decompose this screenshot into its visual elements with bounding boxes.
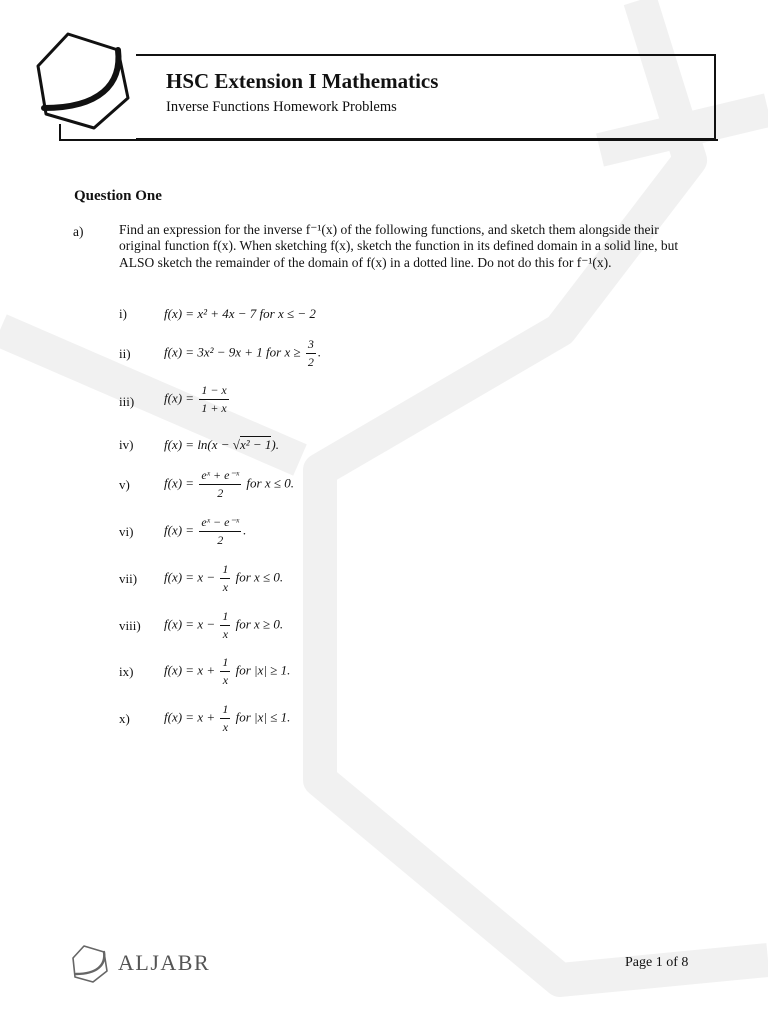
expr-prefix: f(x) = x − <box>164 616 216 632</box>
item-label: viii) <box>119 618 141 633</box>
header-divider-tick <box>59 124 61 141</box>
item-expression <box>164 515 246 548</box>
fraction-numerator: 1 <box>220 655 230 672</box>
fraction-denominator: x <box>222 673 229 687</box>
item-label: i) <box>119 306 127 321</box>
fraction <box>199 383 228 416</box>
expr-suffix: . <box>243 522 247 538</box>
expr-prefix: f(x) = <box>164 522 195 538</box>
fraction <box>199 515 241 548</box>
sqrt-radicand: x² − 1 <box>239 437 272 452</box>
fraction-numerator: eˣ + e⁻ˣ <box>199 468 241 485</box>
expr-suffix: for x ≤ 0. <box>235 569 284 585</box>
item-expression <box>164 655 290 688</box>
aljabr-hexagon-logo <box>30 28 140 138</box>
expr-prefix: f(x) = ln(x − <box>164 437 230 452</box>
fraction-denominator: 2 <box>217 486 224 500</box>
fraction-denominator: 1 + x <box>201 401 227 415</box>
expr-suffix: . <box>317 344 322 360</box>
fraction-numerator: 1 <box>220 562 230 579</box>
fraction-numerator: 1 − x <box>199 383 228 400</box>
fraction-numerator: eˣ − e⁻ˣ <box>199 515 241 532</box>
fraction <box>220 702 230 735</box>
fraction <box>220 655 230 688</box>
header-divider <box>60 139 718 141</box>
expr-suffix: for x ≤ 0. <box>246 475 294 491</box>
expr-suffix: ). <box>271 437 279 452</box>
sqrt-symbol: √ <box>232 437 240 452</box>
fraction <box>199 468 241 501</box>
brand-name: ALJABR <box>118 950 211 975</box>
expr-prefix: f(x) = <box>164 475 195 491</box>
item-expression <box>164 337 321 370</box>
question-heading: Question One <box>74 188 162 204</box>
item-expression <box>164 702 290 735</box>
expr-suffix: for |x| ≤ 1. <box>235 709 291 725</box>
item-label: vii) <box>119 571 138 586</box>
item-expression <box>164 609 283 642</box>
part-label: a) <box>73 224 84 239</box>
item-expression <box>164 383 231 416</box>
page-number: Page 1 of 8 <box>625 955 689 970</box>
expr-prefix: f(x) = 3x² − 9x + 1 for x ≥ <box>164 344 301 360</box>
item-expression <box>164 468 294 501</box>
item-label: v) <box>119 477 130 492</box>
fraction-numerator: 1 <box>220 702 230 719</box>
header-frame <box>136 54 716 140</box>
item-label: ix) <box>119 664 134 679</box>
item-expression <box>164 437 279 453</box>
expr-prefix: f(x) = <box>164 390 195 406</box>
item-label: iv) <box>119 437 134 452</box>
document-title: HSC Extension I Mathematics <box>166 69 439 93</box>
fraction-numerator: 3 <box>306 337 316 354</box>
expr-suffix: for x ≥ 0. <box>235 616 284 632</box>
fraction-denominator: 2 <box>217 533 224 547</box>
item-label: iii) <box>119 394 135 409</box>
aljabr-footer-logo-icon <box>70 943 110 985</box>
fraction-numerator: 1 <box>220 609 230 626</box>
question-instructions: Find an expression for the inverse f⁻¹(x) of the following functions, and sketch them alongside their original function f(x). When sketching f(x), sketch the function in its defined domain in a solid line, but ALSO sketch the remainder of the domain of f(x) in a dotted line. Do not do this for f⁻¹(x). <box>119 222 679 270</box>
document-subtitle: Inverse Functions Homework Problems <box>166 99 397 115</box>
fraction <box>220 562 230 595</box>
fraction-denominator: 2 <box>307 355 314 369</box>
fraction-denominator: x <box>222 580 229 594</box>
item-expression: f(x) = x² + 4x − 7 for x ≤ − 2 <box>164 306 316 321</box>
item-label: vi) <box>119 524 134 539</box>
item-expression <box>164 562 283 595</box>
expr-suffix: for |x| ≥ 1. <box>235 662 291 678</box>
item-label: ii) <box>119 346 131 361</box>
fraction-denominator: x <box>222 720 229 734</box>
expr-prefix: f(x) = x + <box>164 709 216 725</box>
item-label: x) <box>119 711 130 726</box>
fraction <box>306 337 316 370</box>
expr-prefix: f(x) = x + <box>164 662 216 678</box>
fraction <box>220 609 230 642</box>
fraction-denominator: x <box>222 627 229 641</box>
expr-prefix: f(x) = x − <box>164 569 216 585</box>
